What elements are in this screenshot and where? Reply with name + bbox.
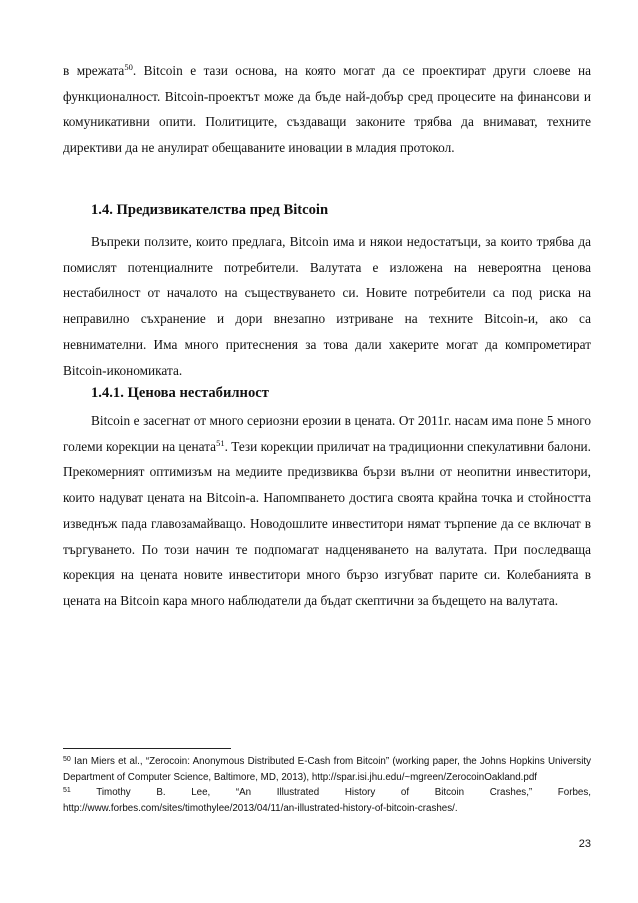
footnote-ref-51[interactable]: 51 bbox=[216, 437, 225, 448]
footnote-51 bbox=[63, 785, 591, 816]
footnote-number: 51 bbox=[63, 787, 71, 794]
paragraph-challenges: Въпреки ползите, които предлага, Bitcoin има и някои недостатъци, за които трябва да помислят потенциалните потребители. Валутата е изложена на невероятна ценова нестабилност от началото на съществуването си. Новите потребители са под риска на неправилно съхранение и дори внезапно изтриване на техните Bitcoin-и, ако са невнимателни. Има много притеснения за това дали хакерите могат да компрометират Bitcoin-икономиката. bbox=[63, 234, 591, 378]
paragraph-price-instability bbox=[63, 408, 591, 614]
footnotes bbox=[63, 754, 591, 816]
footnote-text: Ian Miers et al., “Zerocoin: Anonymous Distributed E-Cash from Bitcoin” (working paper, the Johns Hopkins University Department of Computer Science, Baltimore, MD, 2013), http://spar.isi.jhu.edu/~mgreen/ZerocoinOakland.pdf bbox=[63, 756, 591, 783]
footnote-ref-50[interactable]: 50 bbox=[124, 62, 133, 72]
section-heading: 1.4. Предизвикателства пред Bitcoin bbox=[91, 202, 329, 218]
footnote-50 bbox=[63, 754, 591, 785]
paragraph-text: . Тези корекции приличат на традиционни спекулативни балони. Прекомерният оптимизъм на медиите предизвиква бързи вълни от неопитни инвеститори, които надуват цената на Bitcoin-а. Напомпването достига своята крайна точка и стойността изведнъж пада главозамайващо. Новодошлите инвеститори нямат търпение да се включат в търгуването. По този начин те подпомагат надценяването на валутата. При последваща корекция на цената новите инвеститори много бързо изгубват парите си. Колебанията в цената на Bitcoin кара много наблюдатели да бъдат скептични за бъдещето на валутата. bbox=[63, 438, 592, 608]
paragraph-network-layers bbox=[63, 58, 591, 161]
page-number: 23 bbox=[578, 838, 591, 850]
subsection-heading: 1.4.1. Ценова нестабилност bbox=[91, 385, 269, 401]
footnote-number: 50 bbox=[63, 756, 71, 763]
paragraph-text: . Bitcoin е тази основа, на която могат да се проектират други слоеве на функционалност. Bitcoin-проектът може да бъде най-добър сред процесите на финансови и комуникативни опити. Политиците, създаващи законите трябва да внимават, техните директиви да не анулират обещаваните иновации в младия протокол. bbox=[63, 63, 591, 156]
footnote-separator bbox=[63, 748, 231, 749]
footnote-text: Timothy B. Lee, “An Illustrated History of Bitcoin Crashes,” Forbes, http://www.forbes.com/sites/timothylee/2013/04/11/an-illustrated-history-of-bitcoin-crashes/. bbox=[63, 787, 591, 814]
paragraph-text: Bitcoin е засегнат от много сериозни ерозии в цената. От 2011г. насам има поне 5 много големи корекции на цената bbox=[63, 413, 591, 454]
paragraph-text: в мрежата bbox=[63, 63, 125, 78]
